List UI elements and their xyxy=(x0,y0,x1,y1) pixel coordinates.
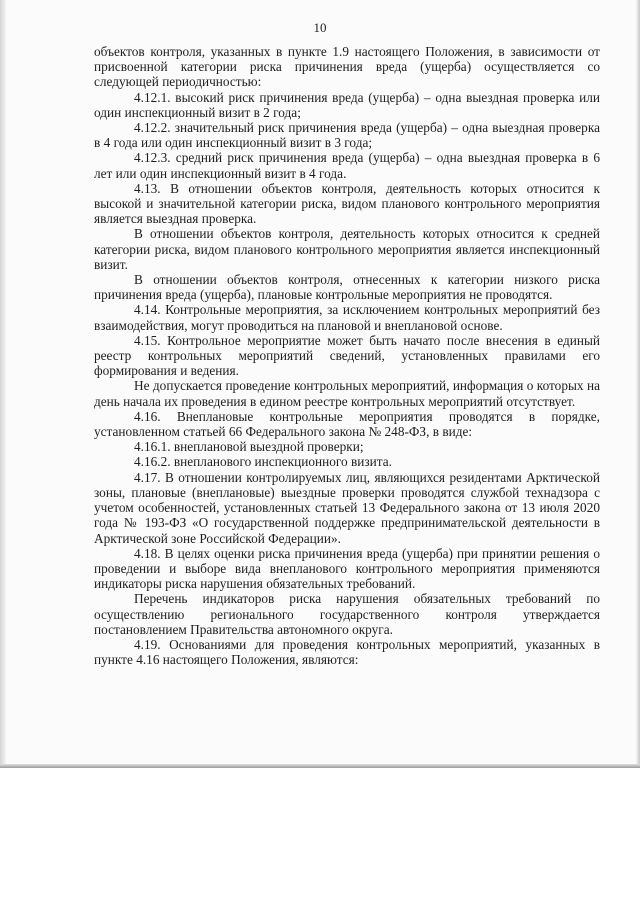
document-body xyxy=(94,44,600,667)
scan-left-edge xyxy=(0,0,6,768)
paragraph-4-12-1: 4.12.1. высокий риск причинения вреда (ущерба) – одна выездная проверка или один инспекционный визит в 2 года; xyxy=(94,89,600,120)
paragraph-indicators: Перечень индикаторов риска нарушения обязательных требований по осуществлению регионального государственного контроля утверждается постановлением Правительства автономного округа. xyxy=(94,591,600,637)
paragraph-4-19: 4.19. Основаниями для проведения контрольных мероприятий, указанных в пункте 4.16 настоящего Положения, являются: xyxy=(94,636,600,668)
paragraph-4-13: 4.13. В отношении объектов контроля, деятельность которых относится к высокой и значительной категории риска, видом планового контрольного мероприятия является выездная проверка. xyxy=(94,180,600,227)
scan-right-edge xyxy=(636,0,640,768)
paragraph-4-14: 4.14. Контрольные мероприятия, за исключением контрольных мероприятий без взаимодействия, могут проводиться на плановой и внеплановой основе. xyxy=(94,302,600,333)
paragraph-low-risk: В отношении объектов контроля, отнесенных к категории низкого риска причинения вреда (ущерба), плановые контрольные мероприятия не проводятся. xyxy=(94,272,600,303)
paragraph-4-12-3: 4.12.3. средний риск причинения вреда (ущерба) – одна выездная проверка в 6 лет или один инспекционный визит в 4 года. xyxy=(94,150,600,181)
paragraph-4-17: 4.17. В отношении контролируемых лиц, являющихся резидентами Арктической зоны, плановые (внеплановые) выездные проверки проводятся службой технадзора с учетом особенностей, установленных статьей 13 Федерального закона от 13 июля 2020 года № 193-ФЗ «О государственной поддержке предпринимательской деятельности в Арктической зоне Российской Федерации». xyxy=(94,469,600,546)
scan-bottom-edge xyxy=(0,764,640,768)
paragraph-registry: Не допускается проведение контрольных мероприятий, информация о которых на день начала их проведения в едином реестре контрольных мероприятий отсутствует. xyxy=(94,378,600,409)
paragraph-4-16: 4.16. Внеплановые контрольные мероприятия проводятся в порядке, установленном статьей 66 Федерального закона № 248-ФЗ, в виде: xyxy=(94,408,600,440)
page-number: 10 xyxy=(313,20,327,35)
paragraph-4-16-1: 4.16.1. внеплановой выездной проверки; xyxy=(134,439,364,455)
paragraph-4-12-2: 4.12.2. значительный риск причинения вреда (ущерба) – одна выездная проверка в 4 года или один инспекционный визит в 3 года; xyxy=(94,120,600,151)
paragraph-4-15: 4.15. Контрольное мероприятие может быть начато после внесения в единый реестр контрольных мероприятий сведений, установленных правилами его формирования и ведения. xyxy=(94,332,600,379)
paragraph-continuation: объектов контроля, указанных в пункте 1.9 настоящего Положения, в зависимости от присвоенной категории риска причинения вреда (ущерба) осуществляется со следующей периодичностью: xyxy=(94,44,600,90)
paragraph-4-16-2: 4.16.2. внепланового инспекционного визита. xyxy=(134,454,392,470)
paragraph-medium-risk: В отношении объектов контроля, деятельность которых относится к средней категории риска, видом планового контрольного мероприятия является инспекционный визит. xyxy=(94,226,600,272)
paragraph-4-18: 4.18. В целях оценки риска причинения вреда (ущерба) при принятии решения о проведении и выборе вида внепланового контрольного мероприятия применяются индикаторы риска нарушения обязательных требований. xyxy=(94,545,600,592)
